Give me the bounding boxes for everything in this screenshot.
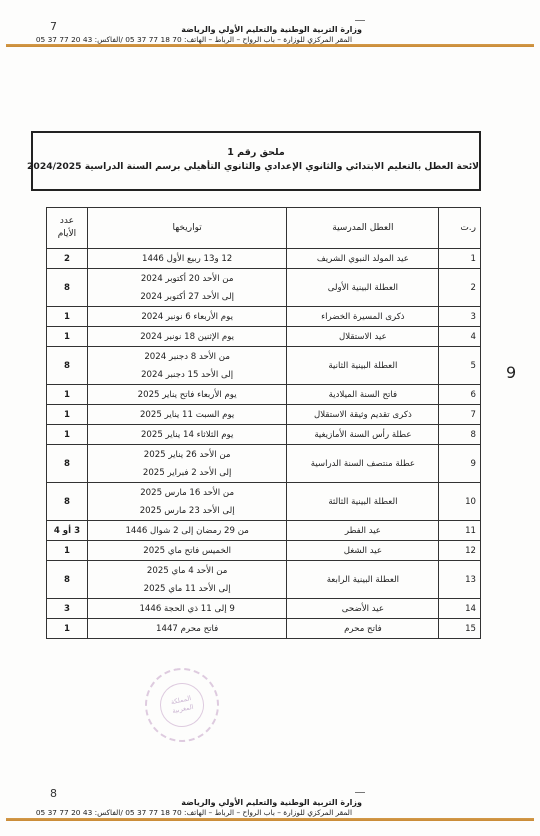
stamp-center xyxy=(156,679,208,731)
header-days-line2: الأيام xyxy=(57,229,77,239)
days-count: 3 xyxy=(47,599,88,619)
table-row xyxy=(47,327,481,347)
row-number: 12 xyxy=(439,541,481,561)
stamp-text-line2: المغربية xyxy=(171,702,195,716)
holiday-dates xyxy=(87,521,286,541)
holiday-dates xyxy=(87,385,286,405)
date-start: من الأحد 4 ماي 2025 xyxy=(146,565,228,576)
page-number-top: 7 xyxy=(50,20,57,33)
row-number: 2 xyxy=(439,269,481,307)
holiday-dates xyxy=(87,445,286,483)
holiday-name: عطلة منتصف السنة الدراسية xyxy=(287,445,439,483)
holiday-name: عيد المولد النبوي الشريف xyxy=(287,249,439,269)
table-row xyxy=(47,599,481,619)
days-count: 8 xyxy=(47,561,88,599)
date-start: يوم الأربعاء 6 نونبر 2024 xyxy=(141,311,233,322)
holiday-name: العطلة البينية الثالثة xyxy=(287,483,439,521)
row-number: 5 xyxy=(439,347,481,385)
holiday-name: عيد الاستقلال xyxy=(287,327,439,347)
annex-label: ملحق رقم 1 xyxy=(227,147,285,158)
ministry-name: وزارة التربية الوطنية والتعليم الأولي والرياضة xyxy=(181,25,362,34)
table-row xyxy=(47,561,481,599)
days-count: 3 أو 4 xyxy=(47,521,88,541)
date-end: إلى الأحد 27 أكتوبر 2024 xyxy=(140,291,234,302)
row-number: 8 xyxy=(439,425,481,445)
footer-divider xyxy=(6,818,534,821)
date-end: إلى الأحد 2 فبراير 2025 xyxy=(142,467,232,478)
row-number: 6 xyxy=(439,385,481,405)
title-box xyxy=(27,131,481,191)
days-count: 8 xyxy=(47,347,88,385)
header-days-line1: عدد xyxy=(59,216,75,226)
holiday-dates xyxy=(87,425,286,445)
holiday-dates xyxy=(87,599,286,619)
document-title: لائحة العطل بالتعليم الابتدائي والثانوي الإعدادي والثانوي التأهيلي برسم السنة الدراسية 2024/2025 xyxy=(27,161,479,172)
holiday-name: عيد الشغل xyxy=(287,541,439,561)
date-start: يوم السبت 11 يناير 2025 xyxy=(139,409,235,420)
date-start: فاتح محرم 1447 xyxy=(156,623,219,634)
date-start: من 29 رمضان إلى 2 شوال 1446 xyxy=(125,525,249,536)
table-row xyxy=(47,483,481,521)
ministry-contact: المقر المركزي للوزارة – باب الرواح – الرباط – الهاتف: 70 18 77 37 05 /الفاكس: 43 20 77 37 05 xyxy=(35,35,352,44)
header-days xyxy=(47,208,88,249)
date-start: يوم الثلاثاء 14 يناير 2025 xyxy=(140,429,234,440)
stamp-text-line1: المملكة xyxy=(170,694,192,707)
row-number: 13 xyxy=(439,561,481,599)
table-header-row xyxy=(47,208,481,249)
holiday-name: ذكرى تقديم وثيقة الاستقلال xyxy=(287,405,439,425)
holiday-dates xyxy=(87,347,286,385)
date-end: إلى الأحد 11 ماي 2025 xyxy=(143,583,231,594)
row-number: 4 xyxy=(439,327,481,347)
row-number: 9 xyxy=(439,445,481,483)
table-row xyxy=(47,521,481,541)
margin-page-number: 9 xyxy=(506,363,517,382)
header-holiday: العطل المدرسية xyxy=(287,208,439,249)
table-body xyxy=(47,249,481,639)
ministry-name-footer: وزارة التربية الوطنية والتعليم الأولي والرياضة xyxy=(181,798,362,807)
holiday-dates xyxy=(87,249,286,269)
date-start: 12 و13 ربيع الأول 1446 xyxy=(142,253,233,264)
table-row xyxy=(47,425,481,445)
holiday-dates xyxy=(87,483,286,521)
ministry-contact-footer: المقر المركزي للوزارة – باب الرواح – الرباط – الهاتف: 70 18 77 37 05 /الفاكس: 43 20 77 37 05 xyxy=(35,808,352,817)
table-row xyxy=(47,269,481,307)
holiday-dates xyxy=(87,619,286,639)
days-count: 2 xyxy=(47,249,88,269)
table-row xyxy=(47,307,481,327)
holiday-name: فاتح محرم xyxy=(287,619,439,639)
holiday-name: العطلة البينية الرابعة xyxy=(287,561,439,599)
table-row xyxy=(47,347,481,385)
date-start: من الأحد 8 دجنبر 2024 xyxy=(144,351,230,362)
row-number: 14 xyxy=(439,599,481,619)
header-num: ر.ت xyxy=(439,208,481,249)
header-dates: تواريخها xyxy=(87,208,286,249)
emblem-icon xyxy=(355,792,365,796)
page-number-bottom: 8 xyxy=(50,787,57,800)
holiday-dates xyxy=(87,269,286,307)
date-start: يوم الأربعاء فاتح يناير 2025 xyxy=(137,389,237,400)
letterhead-bottom xyxy=(0,797,540,818)
days-count: 8 xyxy=(47,445,88,483)
row-number: 3 xyxy=(439,307,481,327)
holiday-dates xyxy=(87,541,286,561)
days-count: 1 xyxy=(47,405,88,425)
date-start: من الأحد 26 يناير 2025 xyxy=(143,449,231,460)
date-start: الخميس فاتح ماي 2025 xyxy=(143,545,232,556)
holiday-name: عطلة رأس السنة الأمازيغية xyxy=(287,425,439,445)
table-row xyxy=(47,541,481,561)
date-start: يوم الإثنين 18 نونبر 2024 xyxy=(140,331,235,342)
days-count: 1 xyxy=(47,385,88,405)
holiday-name: فاتح السنة الميلادية xyxy=(287,385,439,405)
days-count: 1 xyxy=(47,425,88,445)
days-count: 1 xyxy=(47,327,88,347)
table-row xyxy=(47,385,481,405)
holiday-dates xyxy=(87,327,286,347)
row-number: 11 xyxy=(439,521,481,541)
holiday-name: العطلة البينية الثانية xyxy=(287,347,439,385)
table-row xyxy=(47,445,481,483)
table-row xyxy=(47,249,481,269)
holiday-dates xyxy=(87,307,286,327)
emblem-icon xyxy=(355,20,365,24)
date-end: إلى الأحد 15 دجنبر 2024 xyxy=(141,369,234,380)
holiday-name: عيد الأضحى xyxy=(287,599,439,619)
holidays-table xyxy=(46,207,481,639)
row-number: 10 xyxy=(439,483,481,521)
date-start: 9 إلى 11 ذي الحجة 1446 xyxy=(139,603,235,614)
date-start: من الأحد 20 أكتوبر 2024 xyxy=(140,273,234,284)
header-divider xyxy=(6,44,534,47)
days-count: 1 xyxy=(47,307,88,327)
row-number: 15 xyxy=(439,619,481,639)
row-number: 1 xyxy=(439,249,481,269)
row-number: 7 xyxy=(439,405,481,425)
letterhead-top xyxy=(0,24,540,45)
holiday-name: العطلة البينية الأولى xyxy=(287,269,439,307)
holiday-name: ذكرى المسيرة الخضراء xyxy=(287,307,439,327)
table-row xyxy=(47,619,481,639)
table-row xyxy=(47,405,481,425)
holiday-dates xyxy=(87,561,286,599)
days-count: 1 xyxy=(47,619,88,639)
date-end: إلى الأحد 23 مارس 2025 xyxy=(139,505,235,516)
date-start: من الأحد 16 مارس 2025 xyxy=(140,487,235,498)
holiday-name: عيد الفطر xyxy=(287,521,439,541)
days-count: 1 xyxy=(47,541,88,561)
days-count: 8 xyxy=(47,483,88,521)
official-stamp xyxy=(138,661,226,749)
days-count: 8 xyxy=(47,269,88,307)
holiday-dates xyxy=(87,405,286,425)
